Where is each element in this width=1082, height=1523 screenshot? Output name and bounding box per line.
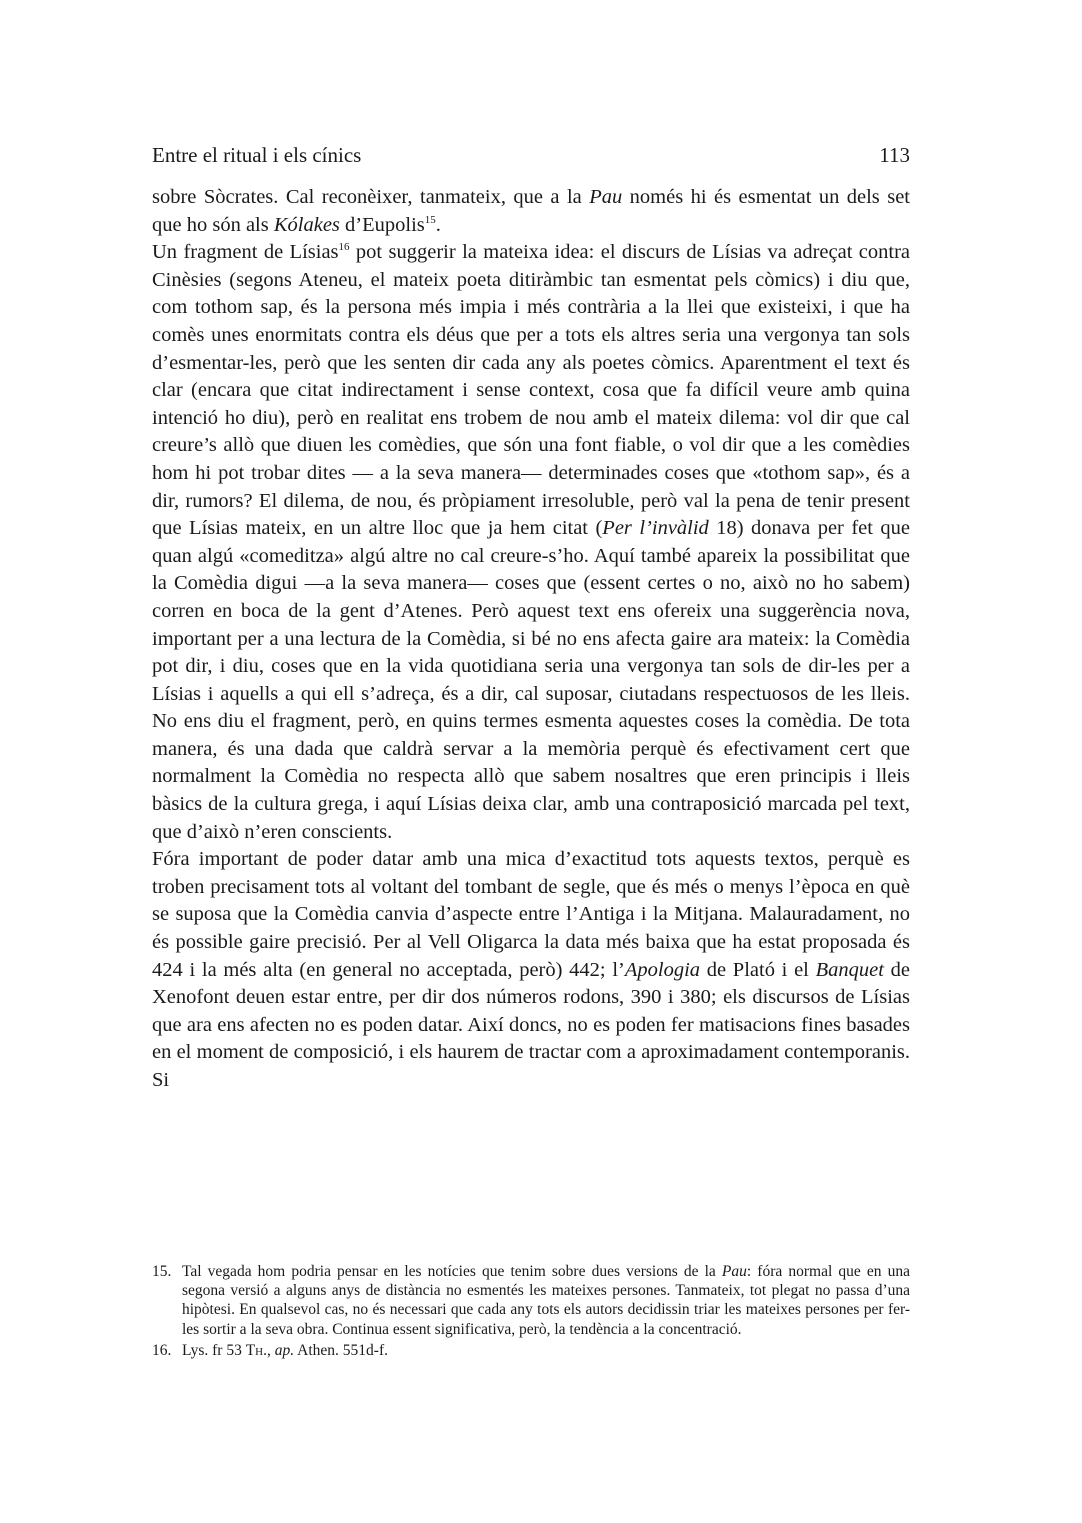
work-title-per-linvalid: Per l’invàlid	[602, 517, 709, 540]
work-title-pau: Pau	[721, 1263, 747, 1280]
footnote-ref-16[interactable]: 16	[338, 241, 350, 254]
text-run: de Plató i el	[700, 958, 816, 981]
text-run: 18) donava per fet que quan algú «comeditza» algú altre no cal creure-s’ho. Aquí també apareix la possibilitat que la Comèdia digui —a la seva manera— coses que (essent certes o no, això no ho sabem) corren en boca de la gent d’Atenes. Però aquest text ens ofereix una suggerència nova, important per a una lectura de la Comèdia, si bé no ens afecta gaire ara mateix: la Comèdia pot dir, i diu, coses que en la vida quotidiana seria una vergonya tan sols de dir-les per a Lísias i aquells a qui ell s’adreça, és a dir, cal suposar, ciutadans respectuosos de les lleis. No ens diu el fragment, però, en quins termes esmenta aquestes coses la comèdia. De tota manera, és una dada que caldrà servar a la memòria perquè és efectivament cert que normalment la Comèdia no respecta allò que sabem nosaltres que eren principis i lleis bàsics de la cultura grega, i aquí Lísias deixa clar, amb una contraposició marcada pel text, que d’això n’eren conscients.	[152, 517, 911, 843]
text-run: : fóra normal que en una segona versió a alguns anys de distància no esmentés les mateixes persones. Tanmateix, tot plegat no passa d’una hipòtesi. En qualsevol cas, no és necessari que cada any tots els autors decidissin triar les mateixes persones per fer-les sortir a la seva obra. Continua essent significativa, però, la tendència a la concentració.	[182, 1263, 910, 1338]
text-run: Athen. 551d-f.	[294, 1341, 388, 1359]
text-run: de Xenofont deuen estar entre, per dir dos números rodons, 390 i 380; els discursos de Lísias que ara ens afecten no es poden datar. Així doncs, no es poden fer matisacions fines basades en el moment de composició, i els haurem de tractar com a aproximadament contemporanis. Si	[152, 958, 910, 1091]
running-head	[152, 140, 910, 170]
work-title-banquet: Banquet	[815, 958, 884, 981]
body-text	[152, 184, 910, 1095]
footnote-number: 15.	[152, 1263, 172, 1280]
abbreviation-th: Th.	[245, 1341, 268, 1359]
paragraph-2	[152, 239, 910, 846]
footnote-16	[152, 1341, 910, 1360]
text-run: Un fragment de Lísias	[152, 241, 339, 264]
text-run: ,	[267, 1341, 275, 1359]
text-run: Lys. fr 53	[182, 1341, 246, 1359]
running-title: Entre el ritual i els cínics	[152, 143, 362, 167]
text-run: Fóra important de poder datar amb una mica d’exactitud tots aquests textos, perquè es troben precisament tots al voltant del tombant de segle, que és més o menys l’època en què se suposa que la Comèdia canvia d’aspecte entre l’Antiga i la Mitjana. Malauradament, no és possible gaire precisió. Per al Vell Oligarca la data més baixa que ha estat proposada és 424 i la més alta (en general no acceptada, però) 442; l’	[152, 848, 910, 981]
footnote-text	[182, 1262, 910, 1339]
footnote-number: 16.	[152, 1341, 172, 1359]
work-title-pau: Pau	[589, 186, 623, 208]
work-title-kolakes: Kólakes	[273, 213, 340, 236]
text-run: només hi és esmentat un dels set que ho són als	[152, 186, 910, 236]
footnote-text	[182, 1341, 910, 1360]
page	[152, 140, 910, 1095]
paragraph-3	[152, 846, 910, 1094]
text-run: d’Eupolis	[339, 213, 425, 236]
page-number: 113	[879, 143, 910, 167]
footnotes	[152, 1262, 910, 1362]
text-run: pot suggerir la mateixa idea: el discurs de Lísias va adreçat contra Cinèsies (segons Ateneu, el mateix poeta ditiràmbic tan esmentat pels còmics) i diu que, com tothom sap, és la persona més impia i més contrària a la llei que existeixi, i que ha comès unes enormitats contra els déus que per a tots els altres seria una vergonya tan sols d’esmentar-les, però que les senten dir cada any als poetes còmics. Aparentment el text és clar (encara que citat indirectament i sense context, cosa que fa difícil veure amb quina intenció ho diu), però en realitat ens trobem de nou amb el mateix dilema: vol dir que cal creure’s allò que diuen les comèdies, que són una font fiable, o vol dir que a les comèdies hom hi pot trobar dites — a la seva manera— determinades coses que «tothom sap», és a dir, rumors? El dilema, de nou, és pròpiament irresoluble, però val la pena de tenir present que Lísias mateix, en un altre lloc que ja hem citat (	[152, 241, 910, 540]
footnote-15	[152, 1262, 910, 1339]
text-run: .	[435, 213, 441, 236]
abbreviation-ap: ap.	[274, 1341, 295, 1359]
footnote-ref-15[interactable]: 15	[424, 213, 436, 226]
text-run: sobre Sòcrates. Cal reconèixer, tanmateix, que a la	[152, 186, 590, 208]
paragraph-1	[152, 184, 910, 239]
text-run: Tal vegada hom podria pensar en les notícies que tenim sobre dues versions de la	[182, 1263, 722, 1280]
work-title-apologia: Apologia	[624, 958, 701, 981]
